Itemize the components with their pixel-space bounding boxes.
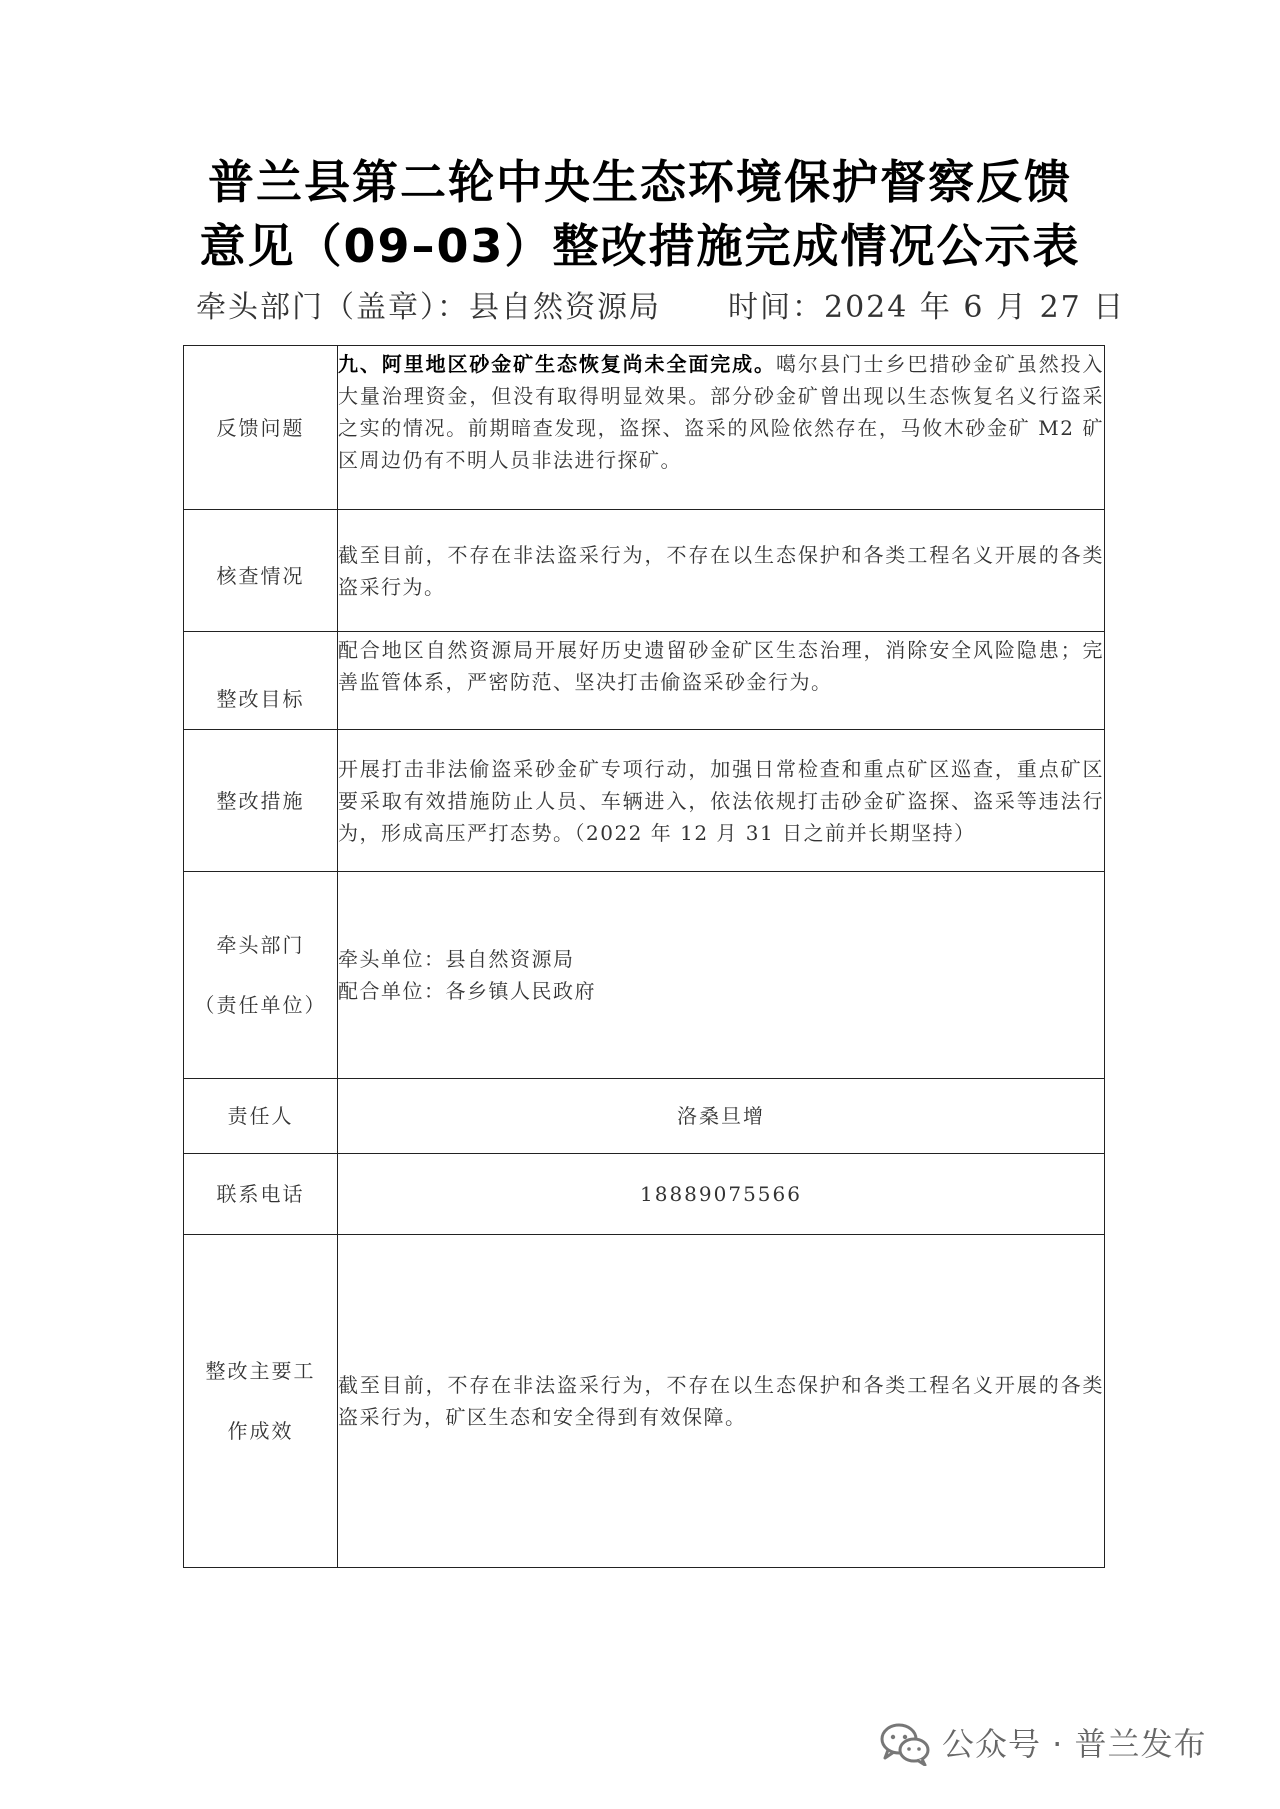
wechat-icon bbox=[880, 1722, 930, 1766]
label-department-line-1: 牵头部门 bbox=[216, 933, 305, 957]
rectification-table bbox=[183, 345, 1105, 1568]
label-measures: 整改措施 bbox=[184, 730, 338, 872]
label-results-line-2: 作成效 bbox=[227, 1419, 294, 1443]
document-title bbox=[0, 150, 1280, 278]
responsible-person: 洛桑旦增 bbox=[338, 1079, 1105, 1154]
title-line-2: 意见（09–03）整改措施完成情况公示表 bbox=[199, 219, 1081, 273]
content-results: 截至目前，不存在非法盗采行为，不存在以生态保护和各类工程名义开展的各类盗采行为，矿区生态和安全得到有效保障。 bbox=[338, 1235, 1105, 1568]
row-measures bbox=[184, 730, 1105, 872]
lead-department-header: 牵头部门（盖章）：县自然资源局 bbox=[196, 290, 661, 325]
feedback-text: 噶尔县门士乡巴措砂金矿虽然投入大量治理资金，但没有取得明显效果。部分砂金矿曾出现以生态恢复名义行盗采之实的情况。前期暗查发现，盗探、盗采的风险依然存在，马攸木砂金矿 M2 矿区周边仍有不明人员非法进行探矿。 bbox=[338, 352, 1105, 472]
label-results bbox=[184, 1235, 338, 1568]
content-department bbox=[338, 872, 1105, 1079]
label-department bbox=[184, 872, 338, 1079]
row-results bbox=[184, 1235, 1105, 1568]
row-goal bbox=[184, 632, 1105, 730]
publish-time: 时间：2024 年 6 月 27 日 bbox=[728, 290, 1126, 325]
label-verification: 核查情况 bbox=[184, 510, 338, 632]
title-line-1: 普兰县第二轮中央生态环境保护督察反馈 bbox=[208, 155, 1072, 209]
label-department-line-2: （责任单位） bbox=[194, 993, 327, 1017]
row-department bbox=[184, 872, 1105, 1079]
content-feedback bbox=[338, 346, 1105, 510]
lead-unit: 牵头单位：县自然资源局 bbox=[338, 947, 575, 971]
label-goal: 整改目标 bbox=[184, 632, 338, 730]
content-measures: 开展打击非法偷盗采砂金矿专项行动，加强日常检查和重点矿区巡查，重点矿区要采取有效措施防止人员、车辆进入，依法依规打击砂金矿盗探、盗采等违法行为，形成高压严打态势。（2022 年 12 月 31 日之前并长期坚持） bbox=[338, 730, 1105, 872]
subtitle bbox=[196, 288, 1156, 328]
contact-phone: 18889075566 bbox=[338, 1154, 1105, 1235]
content-goal: 配合地区自然资源局开展好历史遗留砂金矿区生态治理，消除安全风险隐患；完善监管体系，严密防范、坚决打击偷盗采砂金行为。 bbox=[338, 632, 1105, 730]
feedback-heading: 九、阿里地区砂金矿生态恢复尚未全面完成。 bbox=[338, 352, 776, 376]
label-feedback: 反馈问题 bbox=[184, 346, 338, 510]
wechat-account-label: 公众号 · 普兰发布 bbox=[942, 1725, 1207, 1763]
row-verification bbox=[184, 510, 1105, 632]
label-results-line-1: 整改主要工 bbox=[205, 1359, 316, 1383]
row-person bbox=[184, 1079, 1105, 1154]
row-phone bbox=[184, 1154, 1105, 1235]
row-feedback bbox=[184, 346, 1105, 510]
label-person: 责任人 bbox=[184, 1079, 338, 1154]
content-verification: 截至目前，不存在非法盗采行为，不存在以生态保护和各类工程名义开展的各类盗采行为。 bbox=[338, 510, 1105, 632]
cooperating-unit: 配合单位：各乡镇人民政府 bbox=[338, 979, 596, 1003]
label-phone: 联系电话 bbox=[184, 1154, 338, 1235]
